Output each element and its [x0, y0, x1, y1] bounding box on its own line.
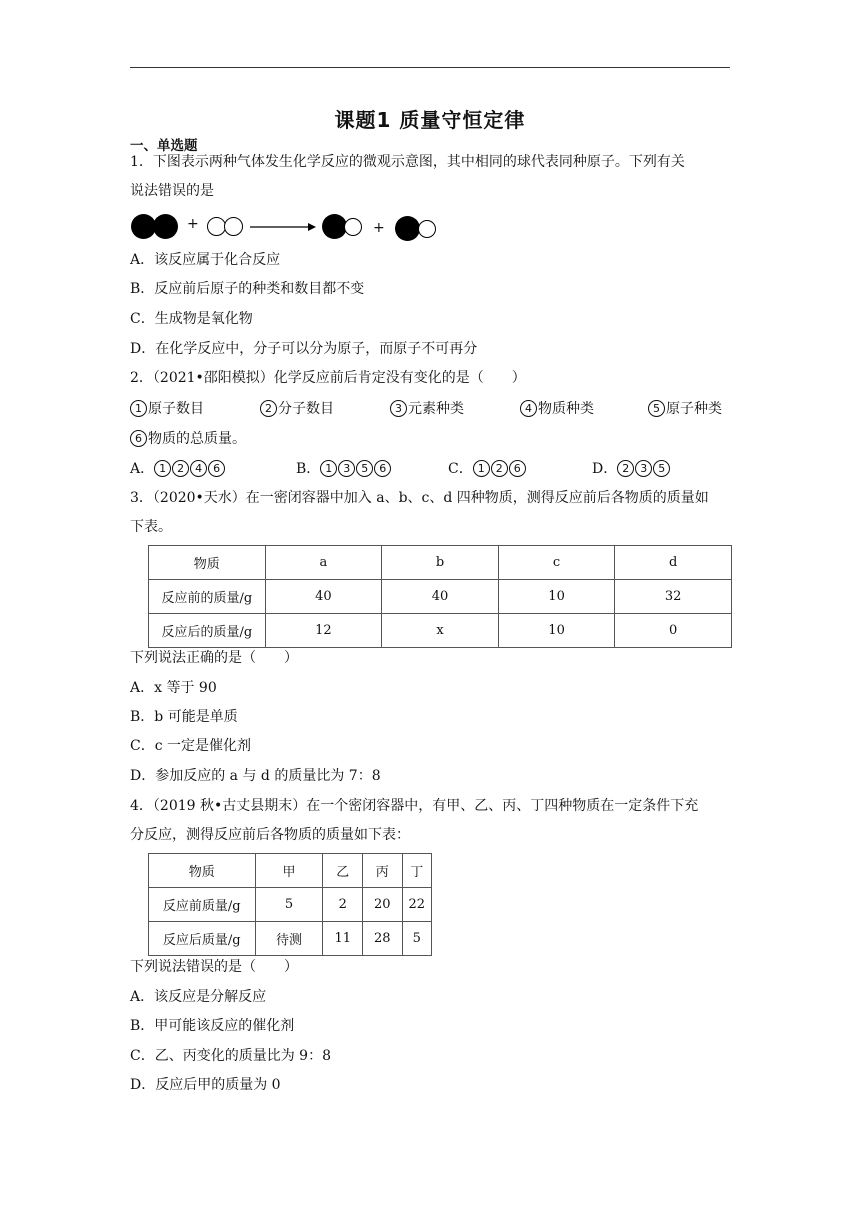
circled-number: 2	[491, 460, 508, 477]
table-header-cell: b	[382, 546, 499, 580]
white-atom	[224, 217, 243, 236]
q1-option-d: D．在化学反应中，分子可以分为原子，而原子不可再分	[130, 341, 478, 357]
table-cell: 10	[498, 614, 615, 648]
table-cell: 5	[255, 888, 323, 922]
black-atom	[395, 216, 420, 241]
table-header-cell: c	[498, 546, 615, 580]
q4-stem-line2: 分反应，测得反应前后各物质的质量如下表：	[130, 827, 410, 843]
q2-item-text: 物质种类	[538, 401, 594, 417]
q2-item-text: 物质的总质量。	[148, 431, 246, 447]
table-cell: 待测	[255, 922, 323, 956]
table-cell: x	[382, 614, 499, 648]
q2-item	[130, 398, 204, 418]
q4-table	[148, 853, 432, 956]
table-row	[149, 546, 732, 580]
table-cell: 11	[323, 922, 363, 956]
q3-option-a: A．x 等于 90	[130, 680, 217, 696]
q2-option-a	[130, 458, 226, 478]
white-atom	[418, 220, 436, 238]
q4-option-a: A．该反应是分解反应	[130, 989, 267, 1005]
circled-number: 2	[172, 460, 189, 477]
q1-stem-line2: 说法错误的是	[130, 183, 214, 199]
circled-number: 1	[320, 460, 337, 477]
q2-option-c	[448, 458, 527, 478]
q3-stem-line2: 下表。	[130, 519, 172, 535]
table-cell: 反应前质量/g	[149, 888, 256, 922]
q1-option-b: B．反应前后原子的种类和数目都不变	[130, 281, 365, 297]
q4-option-c: C．乙、丙变化的质量比为 9：8	[130, 1048, 331, 1064]
q2-item-text: 原子数目	[148, 401, 204, 417]
circled-number: 6	[208, 460, 225, 477]
circled-number: 4	[520, 400, 537, 417]
circled-number: 3	[390, 400, 407, 417]
circled-number: 6	[130, 430, 147, 447]
circled-number: 5	[356, 460, 373, 477]
table-header-cell: 物质	[149, 854, 256, 888]
table-header-cell: 乙	[323, 854, 363, 888]
circled-number: 3	[635, 460, 652, 477]
table-row	[149, 580, 732, 614]
table-cell: 反应前的质量/g	[149, 580, 266, 614]
q2-options-row	[130, 458, 730, 478]
option-label: B．	[296, 461, 321, 477]
circled-number: 5	[648, 400, 665, 417]
circled-number: 5	[653, 460, 670, 477]
plus-sign: +	[187, 216, 199, 232]
q1-stem-line1: 1．下图表示两种气体发生化学反应的微观示意图，其中相同的球代表同种原子。下列有关	[130, 154, 685, 170]
q2-item	[648, 398, 722, 418]
table-cell: 12	[265, 614, 382, 648]
table-cell: 32	[615, 580, 732, 614]
q4-prompt: 下列说法错误的是（ ）	[130, 959, 298, 975]
table-header-cell: a	[265, 546, 382, 580]
q2-items-row	[130, 398, 730, 418]
q2-item	[390, 398, 464, 418]
table-cell: 2	[323, 888, 363, 922]
q2-item	[130, 428, 246, 448]
q2-item-text: 元素种类	[408, 401, 464, 417]
q3-prompt: 下列说法正确的是（ ）	[130, 650, 298, 666]
plus-sign: +	[373, 220, 385, 236]
table-row	[149, 888, 432, 922]
white-atom	[344, 218, 362, 236]
q1-option-c: C．生成物是氧化物	[130, 311, 253, 327]
circled-number: 6	[509, 460, 526, 477]
circled-number: 3	[338, 460, 355, 477]
table-cell: 5	[402, 922, 431, 956]
q2-stem: 2．（2021•邵阳模拟）化学反应前后肯定没有变化的是（ ）	[130, 370, 526, 386]
table-header-cell: d	[615, 546, 732, 580]
table-cell: 反应后的质量/g	[149, 614, 266, 648]
reaction-arrow	[250, 221, 316, 233]
table-cell: 28	[363, 922, 403, 956]
q2-option-b	[296, 458, 392, 478]
table-row	[149, 854, 432, 888]
circled-number: 2	[260, 400, 277, 417]
q2-item	[260, 398, 334, 418]
q2-item	[520, 398, 594, 418]
page-title: 课题1 质量守恒定律	[334, 108, 526, 132]
circled-number: 1	[473, 460, 490, 477]
option-label: C．	[448, 461, 473, 477]
q4-option-b: B．甲可能该反应的催化剂	[130, 1018, 295, 1034]
q3-stem-line1: 3．（2020•天水）在一密闭容器中加入 a、b、c、d 四种物质，测得反应前后各物质的质量如	[130, 490, 709, 506]
table-cell: 22	[402, 888, 431, 922]
q2-item-text: 分子数目	[278, 401, 334, 417]
circled-number: 2	[617, 460, 634, 477]
table-header-cell: 丙	[363, 854, 403, 888]
circled-number: 6	[374, 460, 391, 477]
option-label: A．	[130, 461, 155, 477]
q4-option-d: D．反应后甲的质量为 0	[130, 1077, 281, 1093]
table-cell: 40	[382, 580, 499, 614]
table-header-cell: 丁	[402, 854, 431, 888]
table-cell: 0	[615, 614, 732, 648]
table-header-cell: 物质	[149, 546, 266, 580]
table-cell: 10	[498, 580, 615, 614]
q1-option-a: A．该反应属于化合反应	[130, 252, 281, 268]
table-cell: 20	[363, 888, 403, 922]
table-cell: 40	[265, 580, 382, 614]
q2-option-d	[592, 458, 671, 478]
q3-table	[148, 545, 732, 648]
q2-items-row2	[130, 428, 730, 448]
q3-option-d: D．参加反应的 a 与 d 的质量比为 7：8	[130, 768, 381, 784]
q3-option-b: B．b 可能是单质	[130, 709, 238, 725]
q3-option-c: C．c 一定是催化剂	[130, 738, 252, 754]
table-cell: 反应后质量/g	[149, 922, 256, 956]
table-row	[149, 922, 432, 956]
q2-item-text: 原子种类	[666, 401, 722, 417]
section-heading: 一、单选题	[130, 138, 198, 154]
black-atom	[153, 214, 178, 239]
table-row	[149, 614, 732, 648]
table-header-cell: 甲	[255, 854, 323, 888]
header-rule	[130, 67, 730, 68]
q4-stem-line1: 4．（2019 秋•古丈县期末）在一个密闭容器中，有甲、乙、丙、丁四种物质在一定条件下充	[130, 798, 699, 814]
circled-number: 1	[130, 400, 147, 417]
circled-number: 1	[154, 460, 171, 477]
circled-number: 4	[190, 460, 207, 477]
option-label: D．	[592, 461, 618, 477]
